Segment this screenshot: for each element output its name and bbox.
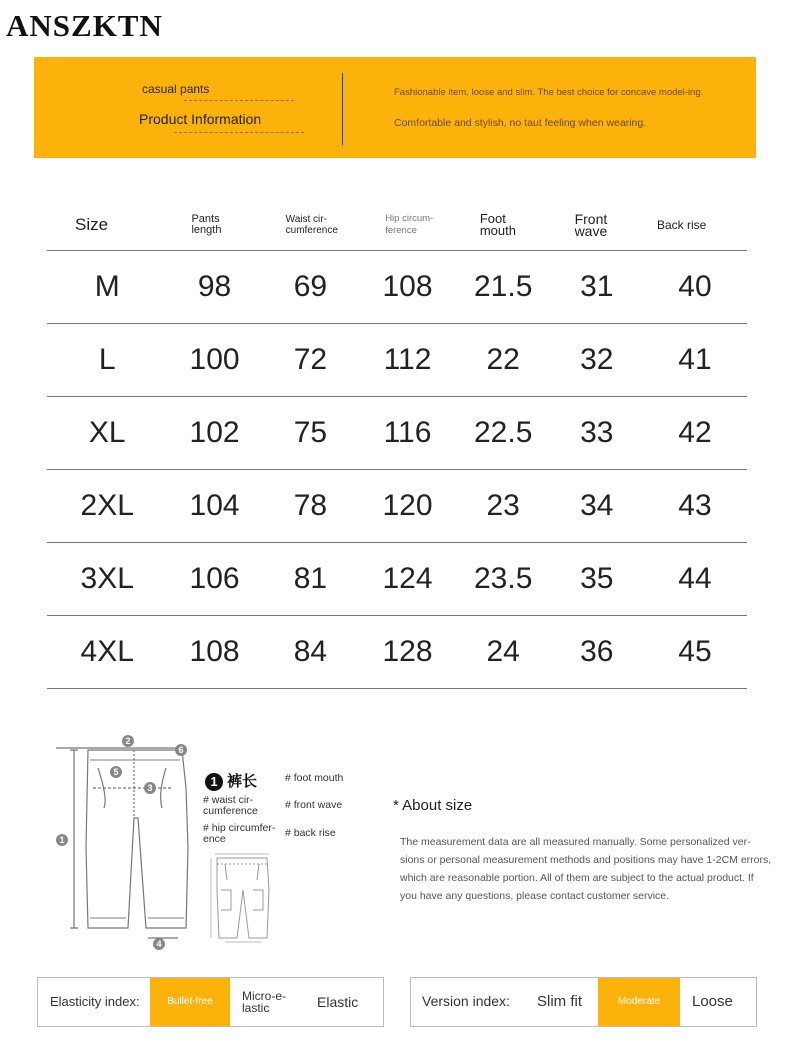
cell-pants-length: 98: [167, 251, 261, 324]
cell-size: 4XL: [47, 616, 167, 689]
banner-tagline: Comfortable and stylish, no taut feeling when wearing.: [394, 117, 647, 129]
legend-number-icon: 1: [205, 773, 223, 791]
table-row: [47, 324, 747, 397]
header-front-wave: Front wave: [551, 200, 643, 251]
cell-front-wave: 31: [551, 251, 643, 324]
table-row: [47, 543, 747, 616]
legend-back-rise: # back rise: [285, 827, 336, 839]
cell-front-wave: 33: [551, 397, 643, 470]
cell-waist: 81: [262, 543, 360, 616]
marker-3: 3: [147, 783, 153, 793]
cell-pants-length: 104: [167, 470, 261, 543]
legend-title-text: 裤长: [227, 773, 258, 790]
cell-waist: 84: [262, 616, 360, 689]
marker-2: 2: [125, 736, 131, 746]
version-option-slim-fit: Slim fit: [537, 993, 582, 1010]
elasticity-index: [37, 977, 384, 1027]
version-index: [410, 977, 757, 1027]
legend-title: [205, 770, 257, 791]
cell-back-rise: 40: [643, 251, 747, 324]
header-foot-mouth: Foot mouth: [456, 200, 551, 251]
elasticity-option-micro-elastic: Micro-e- lastic: [242, 989, 286, 1015]
cell-hip: 116: [359, 397, 456, 470]
small-pants-diagram: [205, 850, 280, 945]
cell-pants-length: 100: [167, 324, 261, 397]
version-option-loose: Loose: [692, 993, 733, 1010]
cell-hip: 112: [359, 324, 456, 397]
version-option-moderate: Moderate: [598, 978, 680, 1026]
cell-hip: 124: [359, 543, 456, 616]
pants-measurement-diagram: [48, 728, 198, 958]
banner-divider: [342, 73, 343, 145]
cell-waist: 69: [262, 251, 360, 324]
cell-hip: 128: [359, 616, 456, 689]
size-table: [47, 200, 747, 689]
table-row: [47, 251, 747, 324]
cell-size: 2XL: [47, 470, 167, 543]
cell-front-wave: 32: [551, 324, 643, 397]
cell-back-rise: 42: [643, 397, 747, 470]
about-size-body: The measurement data are all measured manually. Some personalized ver- sions or personal measurement methods and positions may have 1-2CM errors, which are reasonable portion. All of them are subject to the actual product. If you have any questions, please contact customer service.: [400, 836, 772, 902]
table-row: [47, 470, 747, 543]
cell-foot-mouth: 23: [456, 470, 551, 543]
cell-pants-length: 106: [167, 543, 261, 616]
cell-waist: 75: [262, 397, 360, 470]
cell-waist: 72: [262, 324, 360, 397]
marker-4: 4: [156, 939, 162, 949]
cell-waist: 78: [262, 470, 360, 543]
header-pants-length: Pants length: [167, 200, 261, 251]
elasticity-label: Elasticity index:: [50, 994, 140, 1009]
cell-back-rise: 44: [643, 543, 747, 616]
version-label: Version index:: [422, 993, 510, 1009]
cell-pants-length: 108: [167, 616, 261, 689]
cell-size: L: [47, 324, 167, 397]
cell-back-rise: 43: [643, 470, 747, 543]
table-header-row: [47, 200, 747, 251]
marker-5: 5: [113, 767, 119, 777]
header-size: Size: [47, 200, 167, 251]
table-row: [47, 397, 747, 470]
cell-foot-mouth: 21.5: [456, 251, 551, 324]
banner-decor-line: [184, 100, 294, 102]
banner-description: Fashionable item, loose and slim. The best choice for concave model-ing.: [394, 87, 704, 98]
elasticity-option-elastic: Elastic: [317, 994, 359, 1010]
cell-size: M: [47, 251, 167, 324]
elasticity-option-bullet-free: Bullet-free: [150, 978, 230, 1026]
cell-foot-mouth: 23.5: [456, 543, 551, 616]
marker-1: 1: [59, 835, 65, 845]
cell-hip: 120: [359, 470, 456, 543]
cell-size: XL: [47, 397, 167, 470]
legend-waist: # waist cir- cumference: [203, 794, 258, 817]
cell-foot-mouth: 24: [456, 616, 551, 689]
product-info-banner: [34, 57, 756, 158]
legend-hip: # hip circumfer- ence: [203, 822, 276, 845]
table-row: [47, 616, 747, 689]
cell-hip: 108: [359, 251, 456, 324]
cell-foot-mouth: 22: [456, 324, 551, 397]
header-hip: Hip circum- ference: [359, 200, 456, 251]
about-size-title: * About size: [393, 797, 473, 814]
legend-front-wave: # front wave: [285, 799, 343, 811]
marker-6: 6: [178, 745, 184, 755]
banner-title: Product Information: [139, 111, 262, 127]
cell-front-wave: 34: [551, 470, 643, 543]
cell-front-wave: 35: [551, 543, 643, 616]
header-waist: Waist cir- cumference: [262, 200, 360, 251]
banner-decor-line: [174, 132, 304, 134]
legend-foot-mouth: # foot mouth: [285, 772, 344, 784]
cell-pants-length: 102: [167, 397, 261, 470]
cell-back-rise: 45: [643, 616, 747, 689]
banner-subtitle: casual pants: [142, 82, 210, 96]
cell-front-wave: 36: [551, 616, 643, 689]
cell-foot-mouth: 22.5: [456, 397, 551, 470]
brand-logo: ANSZKTN: [6, 8, 163, 43]
header-back-rise: Back rise: [643, 200, 747, 251]
cell-back-rise: 41: [643, 324, 747, 397]
cell-size: 3XL: [47, 543, 167, 616]
